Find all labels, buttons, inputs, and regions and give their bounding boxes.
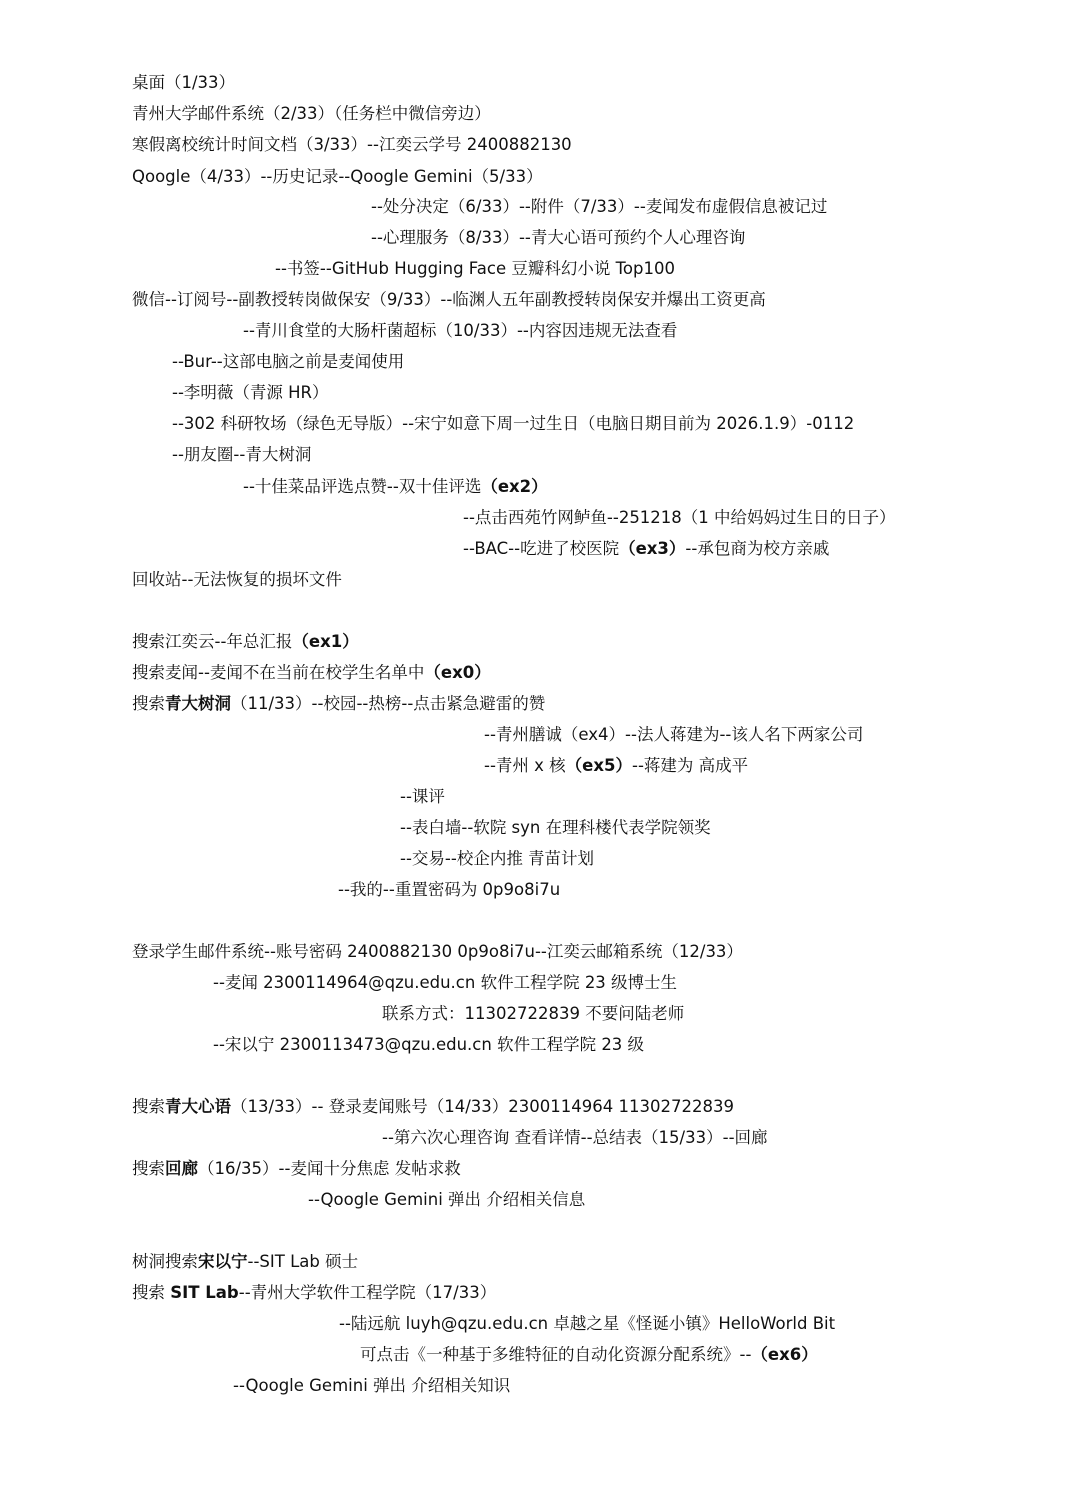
text-line bbox=[132, 631, 359, 653]
bold-text: 宋以宁 bbox=[198, 1252, 248, 1271]
text-segment: --SIT Lab 硕士 bbox=[247, 1252, 359, 1271]
text-line bbox=[243, 476, 548, 498]
bold-text: （ex3） bbox=[619, 539, 686, 558]
text-line bbox=[400, 848, 594, 870]
text-segment: 搜索 bbox=[132, 1283, 171, 1302]
text-segment: --第六次心理咨询 查看详情--总结表（15/33）--回廊 bbox=[382, 1128, 768, 1147]
text-segment: --Qoogle Gemini 弹出 介绍相关信息 bbox=[308, 1190, 586, 1209]
bold-text: （ex5） bbox=[565, 756, 632, 775]
bold-text: （ex6） bbox=[751, 1345, 818, 1364]
text-line bbox=[172, 413, 854, 435]
text-segment: --课评 bbox=[400, 787, 445, 806]
text-segment: --Bur--这部电脑之前是麦闻使用 bbox=[172, 352, 405, 371]
text-segment: --陆远航 luyh@qzu.edu.cn 卓越之星《怪诞小镇》HelloWorld Bit bbox=[339, 1314, 836, 1333]
text-segment: 搜索 bbox=[132, 1097, 165, 1116]
text-line bbox=[400, 786, 445, 808]
text-line bbox=[371, 196, 827, 218]
text-segment: --青州膳诚（ex4）--法人蒋建为--该人名下两家公司 bbox=[484, 725, 864, 744]
text-line bbox=[338, 879, 560, 901]
text-segment: 青州大学邮件系统（2/33）（任务栏中微信旁边） bbox=[132, 104, 491, 123]
text-line bbox=[243, 320, 677, 342]
text-segment: --青川食堂的大肠杆菌超标（10/33）--内容因违规无法查看 bbox=[243, 321, 678, 340]
text-segment: 寒假离校统计时间文档（3/33）--江奕云学号 2400882130 bbox=[132, 135, 572, 154]
text-line bbox=[132, 166, 543, 188]
text-segment: --心理服务（8/33）--青大心语可预约个人心理咨询 bbox=[371, 228, 746, 247]
text-segment: 微信--订阅号--副教授转岗做保安（9/33）--临渊人五年副教授转岗保安并爆出工资更高 bbox=[132, 290, 766, 309]
text-segment: --蒋建为 高成平 bbox=[632, 756, 749, 775]
bold-text: 青大树洞 bbox=[165, 694, 231, 713]
text-segment: --青州 x 核 bbox=[484, 756, 566, 775]
text-line bbox=[233, 1375, 510, 1397]
text-segment: 登录学生邮件系统--账号密码 2400882130 0p9o8i7u--江奕云邮箱系统（12/33） bbox=[132, 942, 743, 961]
text-segment: --书签--GitHub Hugging Face 豆瓣科幻小说 Top100 bbox=[275, 259, 675, 278]
bold-text: （ex2） bbox=[481, 477, 548, 496]
text-segment: --交易--校企内推 青苗计划 bbox=[400, 849, 595, 868]
text-line bbox=[132, 662, 491, 684]
text-segment: --Qoogle Gemini 弹出 介绍相关知识 bbox=[233, 1376, 511, 1395]
text-line bbox=[132, 1282, 496, 1304]
text-line bbox=[339, 1313, 835, 1335]
text-line bbox=[400, 817, 711, 839]
text-line bbox=[132, 72, 235, 94]
text-segment: 搜索江奕云--年总汇报 bbox=[132, 632, 293, 651]
bold-text: 回廊 bbox=[165, 1159, 198, 1178]
text-line bbox=[172, 351, 404, 373]
bold-text: SIT Lab bbox=[170, 1283, 239, 1302]
text-segment: --李明薇（青源 HR） bbox=[172, 383, 329, 402]
text-segment: （16/35）--麦闻十分焦虑 发帖求救 bbox=[198, 1159, 461, 1178]
text-line bbox=[172, 444, 311, 466]
text-line bbox=[360, 1344, 818, 1366]
text-segment: （11/33）--校园--热榜--点击紧急避雷的赞 bbox=[231, 694, 546, 713]
text-line bbox=[132, 569, 342, 591]
text-segment: --302 科研牧场（绿色无导版）--宋宁如意下周一过生日（电脑日期目前为 2026.1.9）-0112 bbox=[172, 414, 855, 433]
text-segment: --青州大学软件工程学院（17/33） bbox=[238, 1283, 497, 1302]
bold-text: 青大心语 bbox=[165, 1097, 231, 1116]
text-line bbox=[275, 258, 675, 280]
text-segment: 可点击《一种基于多维特征的自动化资源分配系统》-- bbox=[360, 1345, 752, 1364]
text-segment: --点击西苑竹网鲈鱼--251218（1 中给妈妈过生日的日子） bbox=[463, 508, 896, 527]
text-line bbox=[132, 289, 766, 311]
text-line bbox=[382, 1127, 768, 1149]
text-line bbox=[132, 1096, 734, 1118]
text-line bbox=[463, 507, 896, 529]
text-segment: 桌面（1/33） bbox=[132, 73, 236, 92]
text-segment: --处分决定（6/33）--附件（7/33）--麦闻发布虚假信息被记过 bbox=[371, 197, 828, 216]
text-line bbox=[132, 134, 572, 156]
text-line bbox=[382, 1003, 684, 1025]
text-segment: 搜索 bbox=[132, 694, 165, 713]
text-segment: --承包商为校方亲戚 bbox=[685, 539, 830, 558]
text-segment: --我的--重置密码为 0p9o8i7u bbox=[338, 880, 561, 899]
text-line bbox=[213, 972, 677, 994]
text-segment: --BAC--吃进了校医院 bbox=[463, 539, 620, 558]
text-segment: --宋以宁 2300113473@qzu.edu.cn 软件工程学院 23 级 bbox=[213, 1035, 645, 1054]
text-segment: --麦闻 2300114964@qzu.edu.cn 软件工程学院 23 级博士生 bbox=[213, 973, 678, 992]
text-segment: 回收站--无法恢复的损坏文件 bbox=[132, 570, 342, 589]
text-segment: 搜索麦闻--麦闻不在当前在校学生名单中 bbox=[132, 663, 425, 682]
text-line bbox=[484, 724, 863, 746]
text-line bbox=[172, 382, 329, 404]
text-segment: --朋友圈--青大树洞 bbox=[172, 445, 312, 464]
text-segment: --十佳菜品评选点赞--双十佳评选 bbox=[243, 477, 482, 496]
text-segment: Qoogle（4/33）--历史记录--Qoogle Gemini（5/33） bbox=[132, 167, 543, 186]
text-segment: （13/33）-- 登录麦闻账号（14/33）2300114964 11302722839 bbox=[231, 1097, 734, 1116]
text-line bbox=[484, 755, 748, 777]
text-line bbox=[132, 941, 743, 963]
text-line bbox=[371, 227, 745, 249]
text-line bbox=[132, 693, 545, 715]
bold-text: （ex0） bbox=[424, 663, 491, 682]
text-segment: 联系方式：11302722839 不要问陆老师 bbox=[382, 1004, 685, 1023]
text-segment: 搜索 bbox=[132, 1159, 165, 1178]
text-line bbox=[463, 538, 829, 560]
text-segment: 树洞搜索 bbox=[132, 1252, 198, 1271]
text-segment: --表白墙--软院 syn 在理科楼代表学院领奖 bbox=[400, 818, 711, 837]
bold-text: （ex1） bbox=[292, 632, 359, 651]
text-line bbox=[132, 103, 491, 125]
text-line bbox=[308, 1189, 585, 1211]
text-line bbox=[213, 1034, 644, 1056]
text-line bbox=[132, 1251, 358, 1273]
text-line bbox=[132, 1158, 461, 1180]
